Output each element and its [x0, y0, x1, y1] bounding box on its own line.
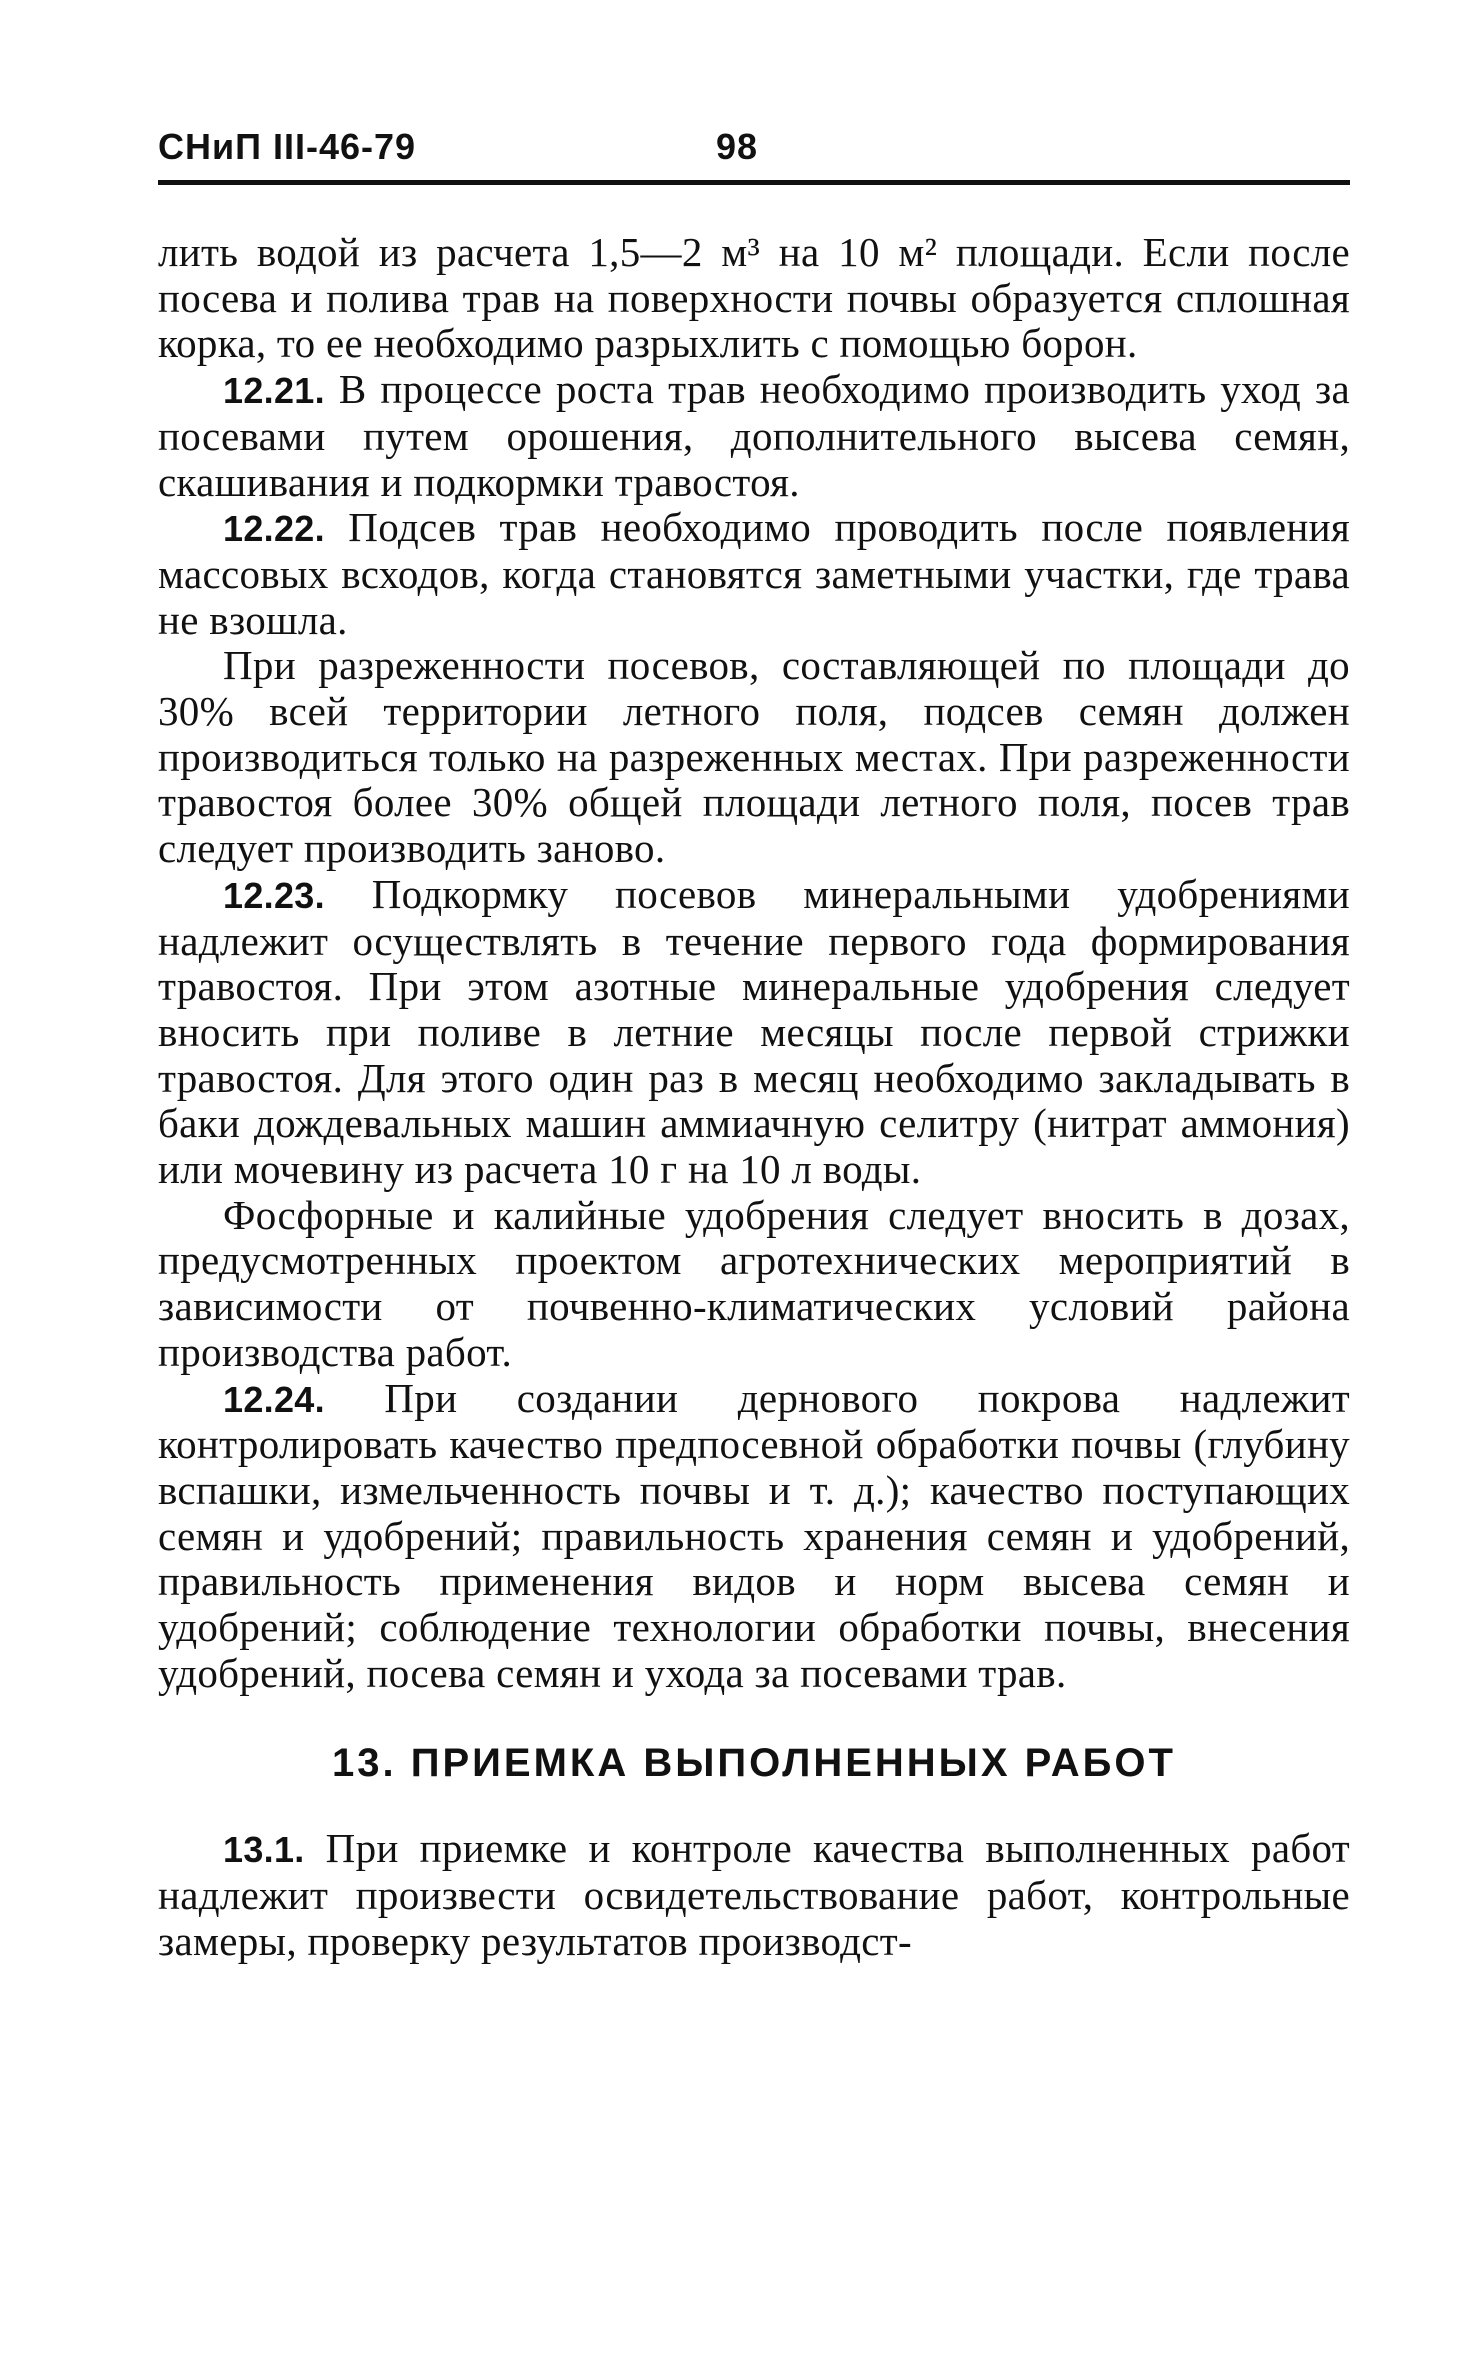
paragraph-text: лить водой из расчета 1,5—2 м³ на 10 м² площади. Если после посева и полива трав на поверхности почвы образуется сплошная корка, то ее необходимо разрыхлить с помощью борон. [158, 229, 1350, 367]
document-page [158, 118, 1350, 1964]
paragraph-12-21 [158, 367, 1350, 505]
paragraph-text: Подсев трав необходимо проводить после появления массовых всходов, когда становятся заметными участки, где трава не взошла. [158, 504, 1350, 643]
paragraph-thinning [158, 643, 1350, 872]
page-header [158, 118, 1350, 180]
paragraph-text: При приемке и контроле качества выполненных работ надлежит произвести освидетельствование работ, контрольные замеры, проверку результатов производст- [158, 1825, 1350, 1964]
paragraph-text: При разреженности посевов, составляющей по площади до 30% всей территории летного поля, подсев семян должен производиться только на разреженных местах. При разреженности травостоя более 30% общей площади летного поля, посев трав следует производить заново. [158, 642, 1350, 872]
section-title: 13. ПРИЕМКА ВЫПОЛНЕННЫХ РАБОТ [332, 1740, 1176, 1785]
paragraph-text: В процессе роста трав необходимо производить уход за посевами путем орошения, дополнительного высева семян, скашивания и подкормки травостоя. [158, 366, 1350, 505]
document-code: СНиП III-46-79 [158, 126, 417, 167]
paragraph-12-22 [158, 505, 1350, 643]
paragraph-continuation [158, 230, 1350, 367]
clause-number: 12.22. [223, 508, 325, 550]
header-rule [158, 180, 1350, 185]
paragraph-text: При создании дернового покрова надлежит контролировать качество предпосевной обработки почвы (глубину вспашки, измельченность почвы и т. д.); качество поступающих семян и удобрений; правильность хранения семян и удобрений, правильность применения видов и норм высева семян и удобрений; соблюдение технологии обработки почвы, внесения удобрений, посева семян и ухода за посевами трав. [158, 1374, 1350, 1696]
paragraph-text: Фосфорные и калийные удобрения следует вносить в дозах, предусмотренных проектом агротехнических мероприятий в зависимости от почвенно-климатических условий района производства работ. [158, 1191, 1350, 1375]
paragraph-text: Подкормку посевов минеральными удобрениями надлежит осуществлять в течение первого года формирования травостоя. При этом азотные минеральные удобрения следует вносить при поливе в летние месяцы после первой стрижки травостоя. Для этого один раз в месяц необходимо закладывать в баки дождевальных машин аммиачную селитру (нитрат аммония) или мочевину из расчета 10 г на 10 л воды. [158, 870, 1350, 1193]
clause-number: 12.24. [223, 1378, 325, 1420]
paragraph-13-1 [158, 1826, 1350, 1964]
paragraph-fertilizers [158, 1193, 1350, 1376]
body-text [158, 230, 1350, 1964]
clause-number: 12.23. [223, 874, 325, 916]
paragraph-12-24 [158, 1376, 1350, 1697]
paragraph-12-23 [158, 872, 1350, 1193]
clause-number: 13.1. [223, 1829, 305, 1871]
page-number: 98 [716, 126, 759, 167]
clause-number: 12.21. [223, 370, 325, 412]
